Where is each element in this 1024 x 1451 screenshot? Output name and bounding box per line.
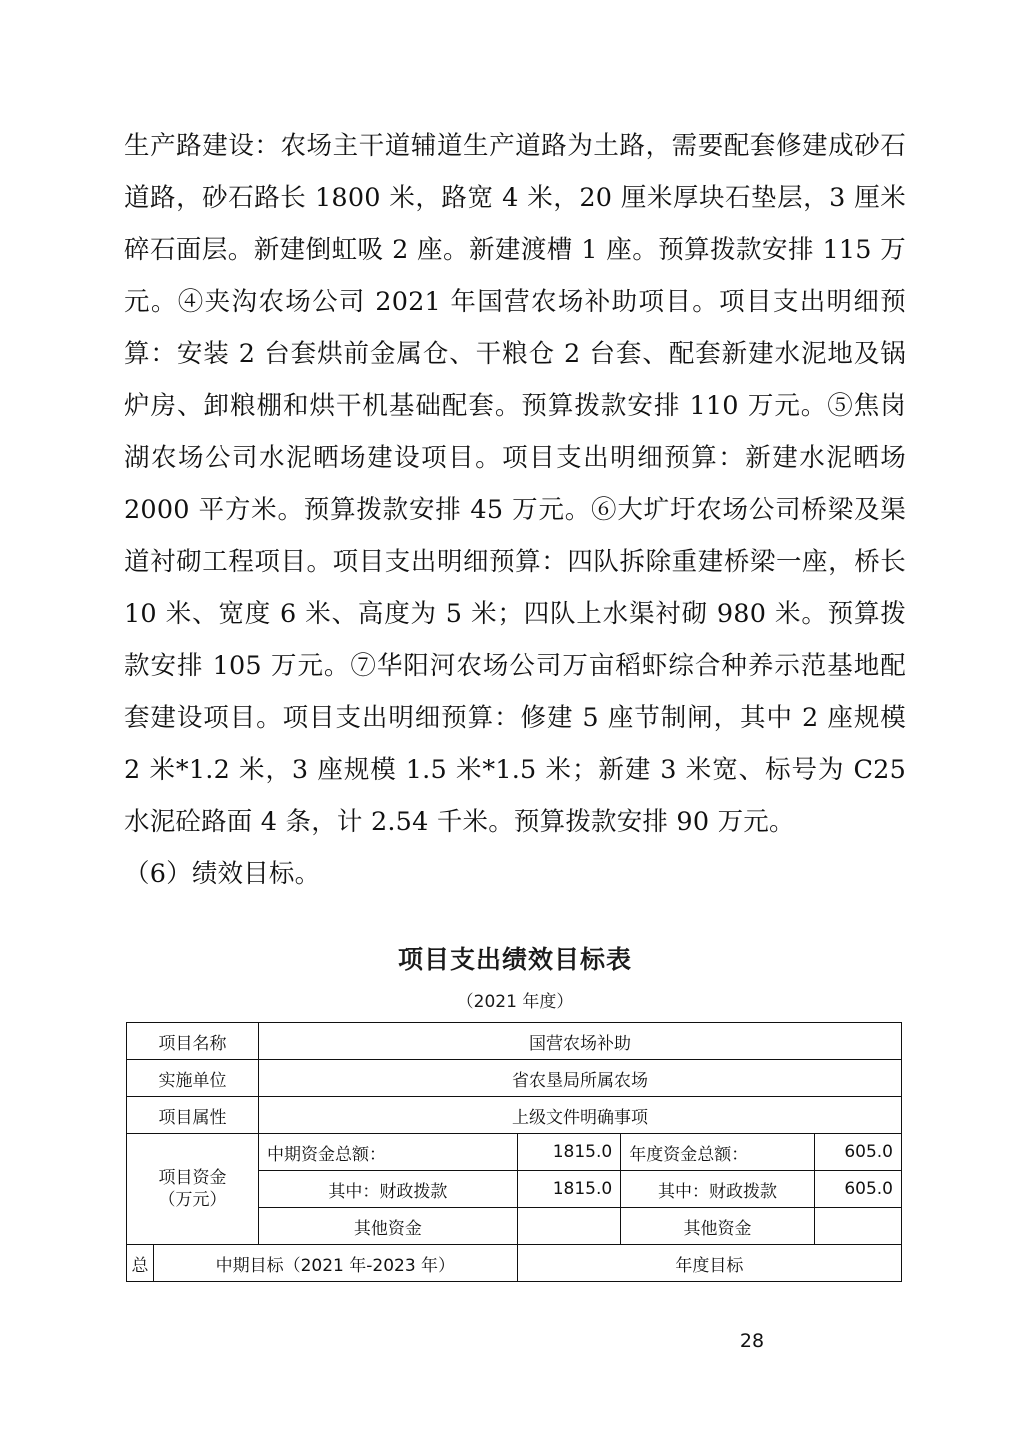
funds-annual-other-value — [814, 1208, 901, 1245]
page-number — [0, 1330, 1024, 1352]
row-value-implementing-unit: 省农垦局所属农场 — [259, 1060, 902, 1097]
row-label-project-attribute: 项目属性 — [127, 1097, 259, 1134]
goal-annual-header: 年度目标 — [517, 1245, 901, 1282]
body-text-block — [124, 120, 906, 900]
row-label-total-goal: 总 — [127, 1245, 154, 1282]
table-row — [127, 1134, 902, 1171]
row-label-project-funds — [127, 1134, 259, 1245]
row-value-project-attribute: 上级文件明确事项 — [259, 1097, 902, 1134]
table-subtitle: （2021 年度） — [456, 992, 574, 1012]
table-row — [127, 1023, 902, 1060]
table-title: 项目支出绩效目标表 — [397, 945, 632, 974]
funds-label-line2: （万元） — [158, 1190, 227, 1210]
funds-midterm-fiscal-label: 其中：财政拨款 — [259, 1171, 518, 1208]
performance-goal-table — [126, 1022, 902, 1282]
table-row — [127, 1245, 902, 1282]
paragraph-main: 生产路建设：农场主干道辅道生产道路为土路，需要配套修建成砂石道路，砂石路长 1800 米，路宽 4 米，20 厘米厚块石垫层，3 厘米碎石面层。新建倒虹吸 2 座。新建渡槽 1 座。预算拨款安排 115 万元。④夹沟农场公司 2021 年国营农场补助项目。项目支出明细预算：安装 2 台套烘前金属仓、干粮仓 2 台套、配套新建水泥地及锅炉房、卸粮棚和烘干机基础配套。预算拨款安排 110 万元。⑤焦岗湖农场公司水泥晒场建设项目。项目支出明细预算：新建水泥晒场 2000 平方米。预算拨款安排 45 万元。⑥大圹圩农场公司桥梁及渠道衬砌工程项目。项目支出明细预算：四队拆除重建桥梁一座，桥长 10 米、宽度 6 米、高度为 5 米；四队上水渠衬砌 980 米。预算拨款安排 105 万元。⑦华阳河农场公司万亩稻虾综合种养示范基地配套建设项目。项目支出明细预算：修建 5 座节制闸，其中 2 座规模 2 米*1.2 米，3 座规模 1.5 米*1.5 米；新建 3 米宽、标号为 C25 水泥砼路面 4 条，计 2.54 千米。预算拨款安排 90 万元。 — [124, 131, 906, 837]
funds-midterm-total-label: 中期资金总额： — [259, 1134, 518, 1171]
funds-midterm-total-value: 1815.0 — [517, 1134, 621, 1171]
funds-midterm-fiscal-value: 1815.0 — [517, 1171, 621, 1208]
paragraph-performance-goal: （6）绩效目标。 — [124, 859, 321, 889]
funds-midterm-other-value — [517, 1208, 621, 1245]
funds-midterm-other-label: 其他资金 — [259, 1208, 518, 1245]
funds-annual-fiscal-value: 605.0 — [814, 1171, 901, 1208]
funds-annual-fiscal-label: 其中：财政拨款 — [621, 1171, 815, 1208]
funds-label-line1: 项目资金 — [158, 1168, 227, 1188]
funds-annual-total-label: 年度资金总额： — [621, 1134, 815, 1171]
row-label-project-name: 项目名称 — [127, 1023, 259, 1060]
funds-annual-total-value: 605.0 — [814, 1134, 901, 1171]
table-row — [127, 1097, 902, 1134]
funds-annual-other-label: 其他资金 — [621, 1208, 815, 1245]
table-row — [127, 1060, 902, 1097]
goal-midterm-header: 中期目标（2021 年-2023 年） — [154, 1245, 518, 1282]
page-number-value: 28 — [739, 1330, 765, 1352]
row-label-implementing-unit: 实施单位 — [127, 1060, 259, 1097]
row-value-project-name: 国营农场补助 — [259, 1023, 902, 1060]
